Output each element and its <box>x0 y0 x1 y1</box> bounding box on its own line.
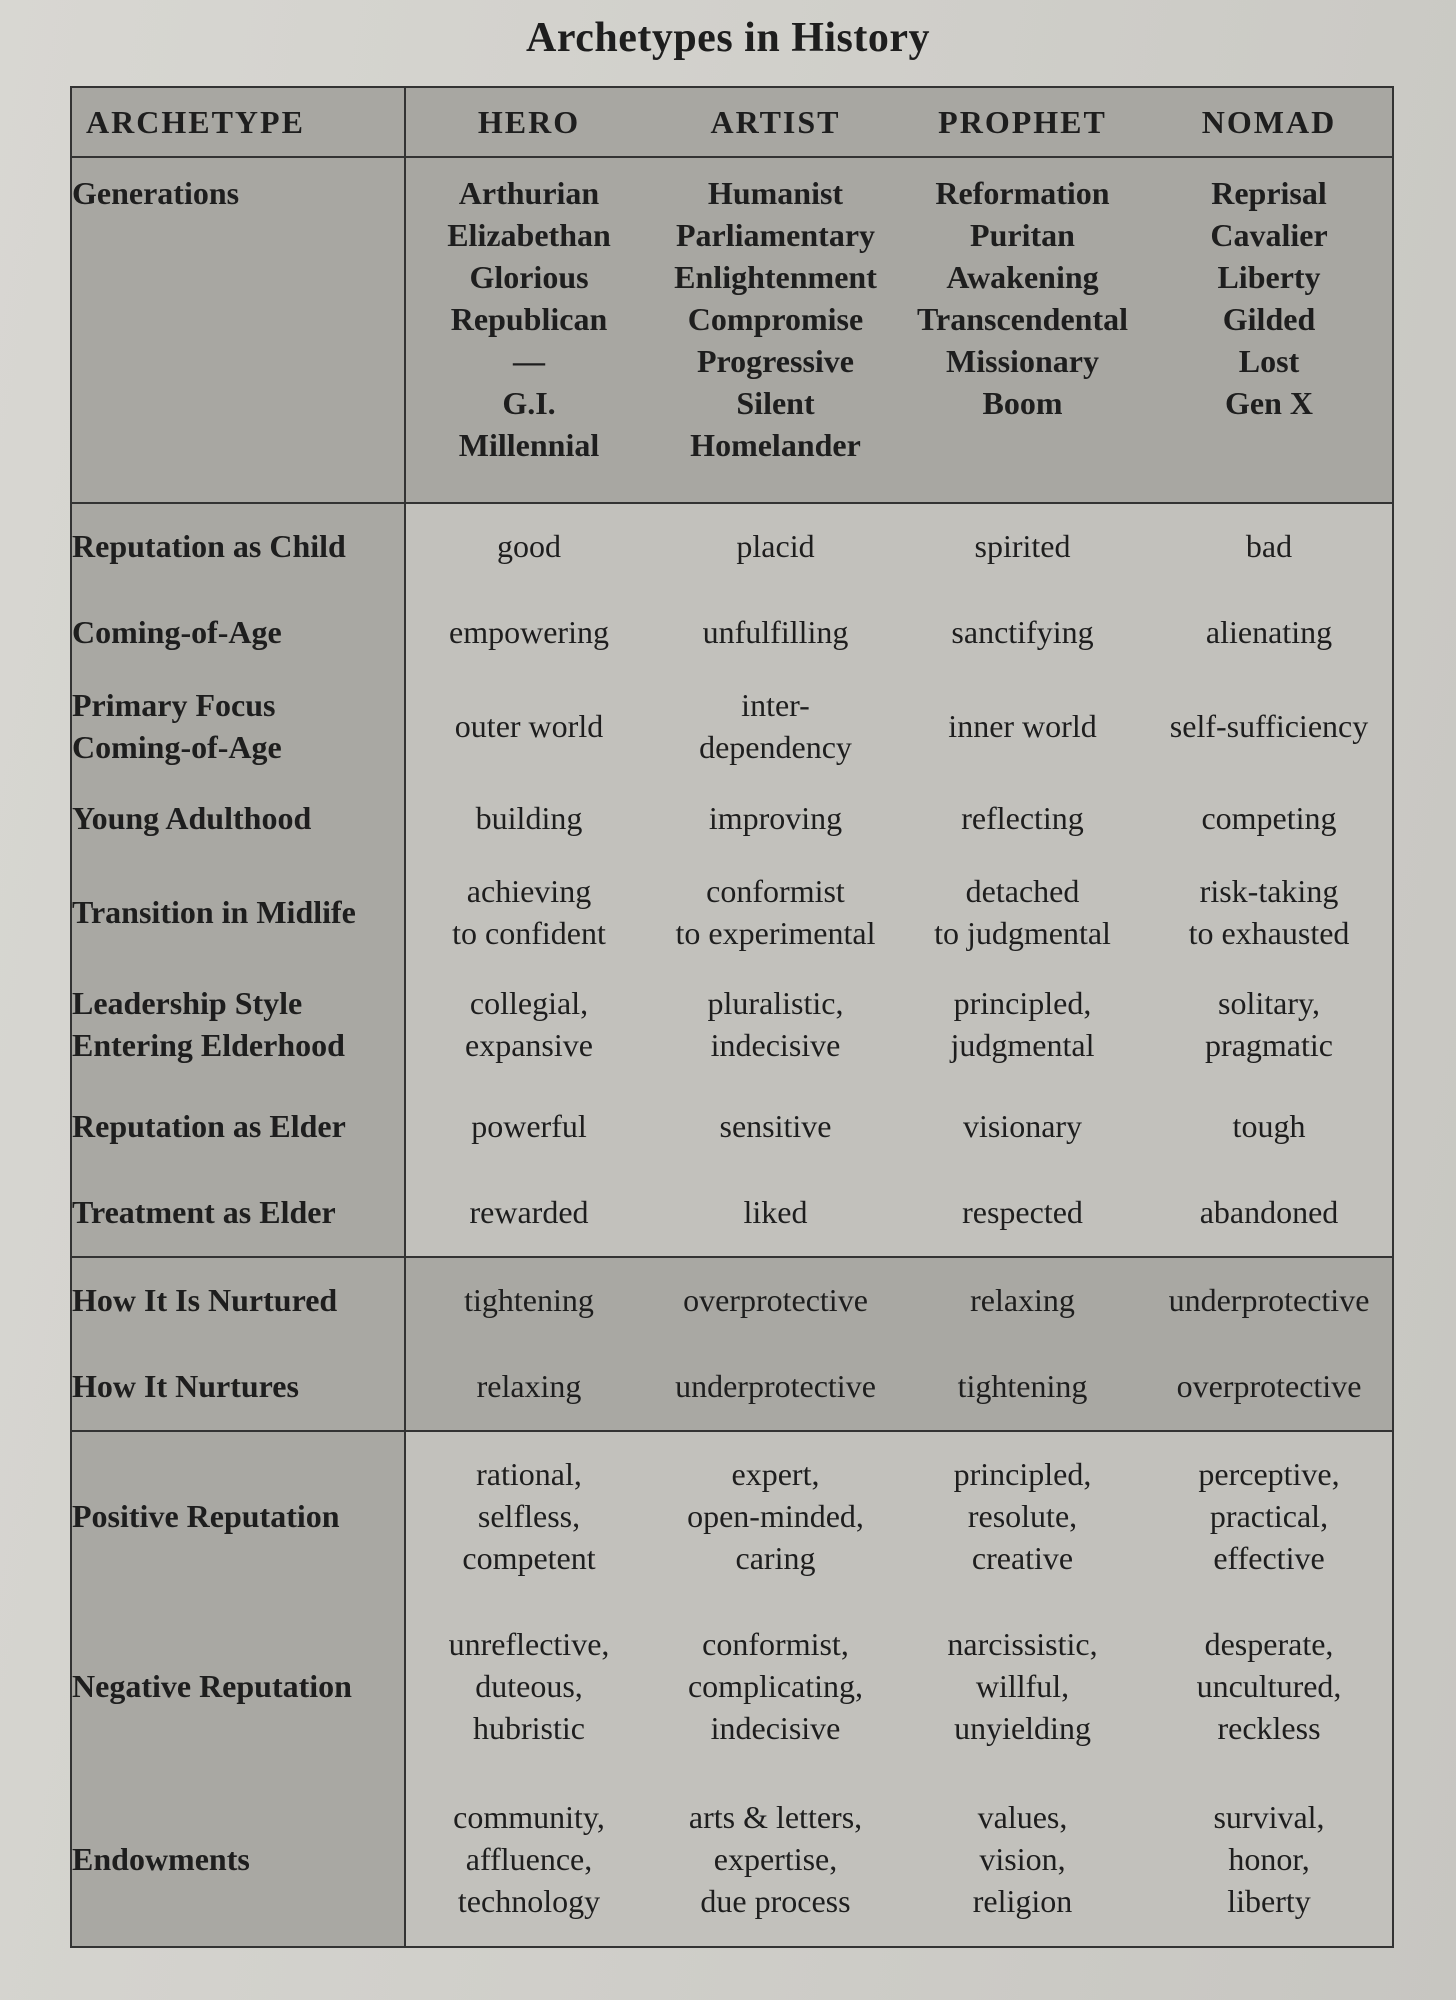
cell-artist <box>652 860 899 964</box>
cell-nomad <box>1146 776 1393 860</box>
cell-hero <box>405 1084 652 1168</box>
cell-nomad <box>1146 1772 1393 1947</box>
cell-prophet <box>899 676 1146 776</box>
generations-hero <box>405 157 652 503</box>
row-label <box>71 1168 405 1257</box>
cell-hero <box>405 1168 652 1257</box>
cell-nomad-line: to exhausted <box>1188 915 1350 951</box>
cell-artist <box>652 676 899 776</box>
cell-artist-line: placid <box>736 528 815 564</box>
cell-prophet-line: willful, <box>975 1668 1070 1704</box>
row-label-line: Positive Reputation <box>72 1498 340 1534</box>
cell-nomad <box>1146 503 1393 588</box>
cell-nomad-line: self-sufficiency <box>1169 708 1369 744</box>
cell-hero-line: unreflective, <box>448 1626 610 1662</box>
cell-prophet-line: respected <box>962 1194 1083 1230</box>
generations-hero-line: Millennial <box>458 427 600 463</box>
generations-hero-line: Elizabethan <box>447 217 611 253</box>
cell-hero-line: tightening <box>464 1282 594 1318</box>
cell-prophet <box>899 964 1146 1084</box>
cell-artist-line: pluralistic, <box>707 985 844 1021</box>
row-label-line: Reputation as Elder <box>72 1108 346 1144</box>
cell-hero-line: relaxing <box>476 1368 582 1404</box>
cell-prophet-line: detached <box>965 873 1080 909</box>
row-label-generations: Generations <box>71 157 405 503</box>
row-label <box>71 588 405 676</box>
cell-prophet <box>899 776 1146 860</box>
cell-prophet-line: tightening <box>957 1368 1088 1404</box>
cell-artist-line: sensitive <box>719 1108 832 1144</box>
row-label <box>71 1342 405 1431</box>
cell-hero-line: rational, <box>476 1456 582 1492</box>
generations-hero-line: G.I. <box>502 385 556 421</box>
cell-artist <box>652 1600 899 1772</box>
generations-prophet-line: Puritan <box>970 217 1075 253</box>
cell-prophet <box>899 503 1146 588</box>
cell-hero <box>405 503 652 588</box>
cell-prophet-line: spirited <box>974 528 1071 564</box>
generations-artist-line: Compromise <box>687 301 864 337</box>
cell-hero <box>405 1431 652 1600</box>
generations-artist-line: Humanist <box>707 175 844 211</box>
row-label-line: Leadership Style <box>72 985 303 1021</box>
trait-rows <box>71 503 1393 1947</box>
table-row <box>71 676 1393 776</box>
cell-artist <box>652 964 899 1084</box>
column-header-prophet: PROPHET <box>899 87 1146 157</box>
cell-artist-line: caring <box>735 1540 816 1576</box>
column-header-archetype: ARCHETYPE <box>71 87 405 157</box>
table-row <box>71 964 1393 1084</box>
generations-hero-line: — <box>513 343 545 379</box>
cell-nomad <box>1146 1084 1393 1168</box>
cell-nomad-line: tough <box>1232 1108 1306 1144</box>
cell-artist-line: inter- <box>741 687 810 723</box>
cell-prophet-line: inner world <box>948 708 1097 744</box>
cell-artist-line: expertise, <box>713 1841 838 1877</box>
row-label-line: How It Nurtures <box>72 1368 299 1404</box>
cell-hero-line: technology <box>457 1883 601 1919</box>
generations-artist-line: Enlightenment <box>674 259 877 295</box>
row-label-line: Negative Reputation <box>72 1668 352 1704</box>
generations-prophet-line: Awakening <box>946 259 1099 295</box>
cell-artist-line: indecisive <box>710 1027 841 1063</box>
cell-prophet <box>899 1084 1146 1168</box>
cell-artist <box>652 1168 899 1257</box>
cell-nomad <box>1146 588 1393 676</box>
cell-nomad-line: desperate, <box>1204 1626 1334 1662</box>
generations-hero-line: Glorious <box>469 259 589 295</box>
cell-hero-line: collegial, <box>469 985 589 1021</box>
cell-nomad-line: perceptive, <box>1198 1456 1340 1492</box>
cell-hero <box>405 1342 652 1431</box>
cell-nomad-line: liberty <box>1227 1883 1311 1919</box>
table-row <box>71 1772 1393 1947</box>
generations-prophet-line: Transcendental <box>917 301 1128 337</box>
cell-artist-line: open-minded, <box>687 1498 864 1534</box>
cell-artist-line: conformist, <box>702 1626 849 1662</box>
cell-nomad <box>1146 1342 1393 1431</box>
cell-artist <box>652 1772 899 1947</box>
cell-prophet <box>899 1431 1146 1600</box>
cell-hero <box>405 964 652 1084</box>
cell-hero-line: building <box>475 800 583 836</box>
cell-artist-line: due process <box>700 1883 851 1919</box>
table-row <box>71 860 1393 964</box>
row-label-line: Coming-of-Age <box>72 614 282 650</box>
cell-prophet <box>899 1600 1146 1772</box>
cell-hero-line: empowering <box>449 614 609 650</box>
cell-nomad <box>1146 1431 1393 1600</box>
generations-row <box>71 157 1393 503</box>
cell-prophet <box>899 1257 1146 1342</box>
generations-artist-line: Progressive <box>697 343 854 379</box>
cell-nomad-line: solitary, <box>1218 985 1320 1021</box>
cell-prophet-line: judgmental <box>950 1027 1095 1063</box>
cell-prophet-line: sanctifying <box>951 614 1094 650</box>
cell-artist <box>652 1342 899 1431</box>
cell-artist-line: to experimental <box>675 915 876 951</box>
cell-nomad <box>1146 964 1393 1084</box>
cell-nomad-line: bad <box>1245 528 1293 564</box>
row-label <box>71 1772 405 1947</box>
generations-nomad-line: Lost <box>1238 343 1300 379</box>
row-label <box>71 964 405 1084</box>
cell-nomad-line: alienating <box>1205 614 1333 650</box>
cell-artist <box>652 1084 899 1168</box>
generations-prophet-line: Boom <box>982 385 1063 421</box>
cell-nomad <box>1146 860 1393 964</box>
cell-prophet-line: resolute, <box>967 1498 1078 1534</box>
column-header-artist: ARTIST <box>652 87 899 157</box>
table-row <box>71 588 1393 676</box>
row-label <box>71 1257 405 1342</box>
page-title: Archetypes in History <box>525 15 931 61</box>
generations-prophet-line: Reformation <box>935 175 1110 211</box>
row-label-line: How It Is Nurtured <box>72 1282 338 1318</box>
generations-artist-line: Silent <box>736 385 815 421</box>
row-label-line: Endowments <box>72 1841 250 1877</box>
cell-hero-line: competent <box>462 1540 596 1576</box>
cell-prophet-line: creative <box>971 1540 1074 1576</box>
table-row <box>71 503 1393 588</box>
archetypes-table <box>70 86 1394 1948</box>
cell-hero-line: outer world <box>454 708 604 744</box>
cell-prophet-line: religion <box>972 1883 1073 1919</box>
cell-artist <box>652 1257 899 1342</box>
cell-prophet <box>899 588 1146 676</box>
cell-artist-line: complicating, <box>687 1668 864 1704</box>
cell-artist-line: arts & letters, <box>688 1799 863 1835</box>
row-label <box>71 503 405 588</box>
cell-hero-line: affluence, <box>465 1841 593 1877</box>
row-label-line: Reputation as Child <box>72 528 346 564</box>
cell-artist <box>652 776 899 860</box>
cell-artist-line: liked <box>743 1194 808 1230</box>
cell-artist <box>652 1431 899 1600</box>
table-row <box>71 1084 1393 1168</box>
generations-nomad-line: Gen X <box>1225 385 1313 421</box>
row-label <box>71 676 405 776</box>
table-row <box>71 1168 1393 1257</box>
cell-prophet-line: narcissistic, <box>947 1626 1098 1662</box>
cell-hero <box>405 1600 652 1772</box>
generations-artist <box>652 157 899 503</box>
cell-prophet <box>899 1772 1146 1947</box>
cell-prophet <box>899 860 1146 964</box>
generations-nomad <box>1146 157 1393 503</box>
cell-prophet-line: values, <box>977 1799 1068 1835</box>
cell-prophet-line: principled, <box>953 1456 1092 1492</box>
cell-nomad <box>1146 1257 1393 1342</box>
table-row <box>71 1257 1393 1342</box>
cell-artist-line: underprotective <box>675 1368 876 1404</box>
cell-artist-line: unfulfilling <box>702 614 849 650</box>
table-row <box>71 1600 1393 1772</box>
row-label-line: Treatment as Elder <box>72 1194 336 1230</box>
table-row <box>71 776 1393 860</box>
row-label-line: Coming-of-Age <box>72 729 282 765</box>
row-label-line: Transition in Midlife <box>72 894 356 930</box>
header-row <box>71 87 1393 157</box>
cell-nomad-line: practical, <box>1209 1498 1329 1534</box>
cell-nomad <box>1146 1168 1393 1257</box>
cell-hero <box>405 860 652 964</box>
row-label-line: Entering Elderhood <box>72 1027 345 1063</box>
cell-prophet <box>899 1168 1146 1257</box>
cell-nomad-line: underprotective <box>1168 1282 1370 1318</box>
row-label <box>71 1431 405 1600</box>
cell-prophet-line: unyielding <box>954 1710 1091 1746</box>
cell-nomad-line: effective <box>1213 1540 1325 1576</box>
cell-artist-line: conformist <box>706 873 845 909</box>
generations-artist-line: Homelander <box>690 427 861 463</box>
cell-nomad-line: pragmatic <box>1205 1027 1333 1063</box>
column-header-nomad: NOMAD <box>1146 87 1393 157</box>
generations-nomad-line: Gilded <box>1222 301 1316 337</box>
cell-prophet-line: to judgmental <box>934 915 1111 951</box>
cell-hero-line: community, <box>453 1799 605 1835</box>
column-header-hero: HERO <box>405 87 652 157</box>
cell-artist <box>652 503 899 588</box>
row-label <box>71 776 405 860</box>
cell-hero-line: expansive <box>465 1027 593 1063</box>
cell-prophet-line: vision, <box>979 1841 1066 1877</box>
table-row <box>71 1342 1393 1431</box>
cell-hero-line: selfless, <box>477 1498 581 1534</box>
generations-nomad-line: Reprisal <box>1211 175 1327 211</box>
table-row <box>71 1431 1393 1600</box>
cell-nomad-line: overprotective <box>1176 1368 1362 1404</box>
generations-prophet <box>899 157 1146 503</box>
cell-hero <box>405 588 652 676</box>
cell-nomad <box>1146 1600 1393 1772</box>
row-label-line: Primary Focus <box>72 687 276 723</box>
cell-artist-line: indecisive <box>710 1710 841 1746</box>
cell-nomad-line: risk-taking <box>1199 873 1339 909</box>
cell-hero <box>405 1257 652 1342</box>
cell-prophet-line: reflecting <box>961 800 1084 836</box>
cell-hero <box>405 676 652 776</box>
cell-hero-line: achieving <box>466 873 592 909</box>
row-label <box>71 860 405 964</box>
generations-artist-line: Parliamentary <box>675 217 876 253</box>
cell-nomad-line: abandoned <box>1199 1194 1339 1230</box>
cell-nomad-line: honor, <box>1228 1841 1310 1877</box>
row-label <box>71 1084 405 1168</box>
row-label-line: Young Adulthood <box>72 800 312 836</box>
row-label <box>71 1600 405 1772</box>
cell-nomad-line: competing <box>1201 800 1337 836</box>
cell-prophet <box>899 1342 1146 1431</box>
cell-artist <box>652 588 899 676</box>
cell-hero-line: duteous, <box>475 1668 583 1704</box>
cell-hero-line: rewarded <box>469 1194 589 1230</box>
cell-nomad <box>1146 676 1393 776</box>
cell-artist-line: overprotective <box>683 1282 868 1318</box>
cell-hero <box>405 1772 652 1947</box>
generations-prophet-line: Missionary <box>946 343 1099 379</box>
cell-prophet-line: visionary <box>962 1108 1083 1144</box>
cell-nomad-line: reckless <box>1217 1710 1321 1746</box>
generations-nomad-line: Liberty <box>1217 259 1321 295</box>
cell-hero-line: powerful <box>471 1108 587 1144</box>
cell-hero-line: good <box>497 528 561 564</box>
generations-hero-line: Republican <box>450 301 608 337</box>
cell-prophet-line: principled, <box>953 985 1092 1021</box>
cell-artist-line: improving <box>708 800 843 836</box>
cell-artist-line: expert, <box>731 1456 820 1492</box>
generations-nomad-line: Cavalier <box>1210 217 1328 253</box>
cell-artist-line: dependency <box>699 729 852 765</box>
cell-nomad-line: survival, <box>1213 1799 1325 1835</box>
cell-hero-line: hubristic <box>473 1710 585 1746</box>
cell-prophet-line: relaxing <box>970 1282 1075 1318</box>
cell-nomad-line: uncultured, <box>1196 1668 1342 1704</box>
cell-hero-line: to confident <box>452 915 606 951</box>
cell-hero <box>405 776 652 860</box>
generations-hero-line: Arthurian <box>458 175 600 211</box>
